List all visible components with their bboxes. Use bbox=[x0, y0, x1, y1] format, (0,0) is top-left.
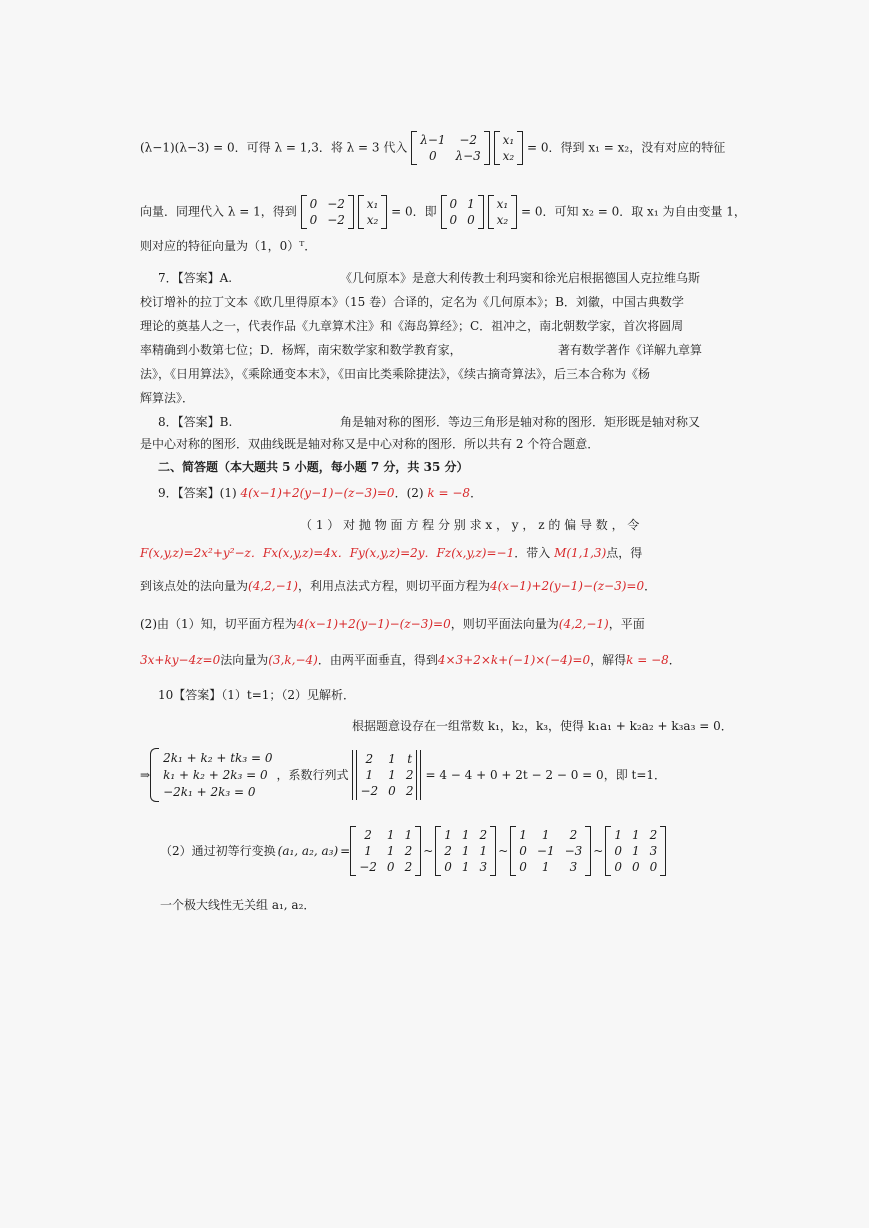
q9-answer: 9．【答案】(1) 4(x−1)+2(y−1)−(z−3)=0．(2) k = −8． bbox=[158, 486, 483, 500]
q7-line-3: 理论的奠基人之一，代表作品《九章算术注》和《海岛算经》；C．祖冲之，南北朝数学家，首次将圆周 bbox=[140, 319, 684, 333]
q8-answer-label: 8．【答案】B. bbox=[158, 415, 233, 429]
q8-line-1: 8．【答案】B. 角是轴对称的图形．等边三角形是轴对称的图形．矩形既是轴对称又 bbox=[158, 415, 701, 429]
matrix-a: 0 −2 0 −2 bbox=[301, 195, 354, 229]
section-heading: 二、简答题（本大题共 5 小题，每小题 7 分，共 35 分） bbox=[158, 460, 469, 474]
eigen-text: = 0．得到 x₁ = x₂，没有对应的特征 bbox=[527, 140, 726, 155]
q7-line-2: 校订增补的拉丁文本《欧几里得原本》（15 卷）合译的，定名为《几何原本》；B．刘徽，中国古典数学 bbox=[140, 295, 684, 309]
q7-line-4: 率精确到小数第七位；D．杨辉，南宋数学家和数学教育家， 著有数学著作《详解九章算 bbox=[140, 343, 703, 357]
vector-x: x₁ x₂ bbox=[488, 195, 518, 229]
eigen-line-2 bbox=[140, 195, 746, 229]
equation-system: 2k₁ + k₂ + tk₃ = 0 k₁ + k₂ + 2k₃ = 0 −2k₁ + 2k₃ = 0 bbox=[150, 748, 272, 802]
eigen-line-1 bbox=[140, 131, 725, 165]
matrix-B: 1 1 2 2 1 1 0 1 3 bbox=[435, 826, 496, 876]
q7-line-6: 辉算法》． bbox=[140, 391, 195, 405]
q7-answer-label: 7．【答案】A. bbox=[158, 271, 233, 285]
eigen-text: 向量．同理代入 λ = 1，得到 bbox=[140, 204, 297, 219]
eigen-text: = 0．即 bbox=[391, 204, 437, 219]
eigen-text: = 0．可知 x₂ = 0．取 x₁ 为自由变量 1， bbox=[521, 204, 746, 219]
q10-line-1: 根据题意设存在一组常数 k₁，k₂，k₃，使得 k₁a₁ + k₂a₂ + k₃a₃ = 0． bbox=[352, 719, 733, 733]
eigen-text: (λ−1)(λ−3) = 0．可得 λ = 1,3．将 λ = 3 代入 bbox=[140, 140, 408, 155]
q10-system: ⇒ 2k₁ + k₂ + tk₃ = 0 k₁ + k₂ + 2k₃ = 0 −2k₁ + 2k₃ = 0 ，系数行列式 2 1 t 1 1 2 −2 0 2 = 4 − 4 + 0 + 2t − 2 − 0 = 0，即 t=1． bbox=[140, 745, 666, 805]
q9-line-1: （ 1 ） 对 抛 物 面 方 程 分 别 求 x ， y ， z 的 偏 导 数 ， 令 bbox=[300, 518, 640, 532]
matrix-C: 1 1 2 0 −1 −3 0 1 3 bbox=[510, 826, 591, 876]
q10-answer: 10【答案】（1）t=1；（2）见解析． bbox=[158, 688, 356, 702]
q9-line-5: 3x+ky−4z=0法向量为(3,k,−4)．由两平面垂直，得到4×3+2×k+(−1)×(−4)=0，解得k = −8． bbox=[140, 653, 681, 667]
q9-line-3: 到该点处的法向量为(4,2,−1)，利用点法式方程，则切平面方程为4(x−1)+2(y−1)−(z−3)=0． bbox=[140, 579, 657, 593]
q10-conclusion: 一个极大线性无关组 a₁, a₂． bbox=[160, 898, 316, 912]
matrix-A: 2 1 1 1 1 2 −2 0 2 bbox=[350, 826, 421, 876]
coefficient-determinant: 2 1 t 1 1 2 −2 0 2 bbox=[352, 750, 421, 800]
matrix-b: 0 1 0 0 bbox=[441, 195, 484, 229]
vector-x: x₁ x₂ bbox=[494, 131, 524, 165]
q10-row-reduction: （2）通过初等行变换 (a₁, a₂, a₃) = 2 1 1 1 1 2 −2 0 2 ~ 1 1 2 2 1 1 0 1 3 ~ 1 1 2 0 −1 −3 0 1 3 ~ 1 1 2 0 1 3 0 0 0 bbox=[160, 823, 666, 879]
q7-line-5: 法》，《日用算法》，《乘除通变本末》，《田亩比类乘除捷法》，《续古摘奇算法》，后三本合称为《杨 bbox=[140, 367, 651, 381]
q7-line-1: 7．【答案】A. 《几何原本》是意大利传教士利玛窦和徐光启根据德国人克拉维乌斯 bbox=[158, 271, 701, 285]
q8-line-2: 是中心对称的图形．双曲线既是轴对称又是中心对称的图形．所以共有 2 个符合题意． bbox=[140, 437, 600, 451]
vector-x: x₁ x₂ bbox=[358, 195, 388, 229]
eigen-line-3: 则对应的特征向量为（1，0）ᵀ． bbox=[140, 239, 317, 253]
matrix-lambda: λ−1 −2 0 λ−3 bbox=[411, 131, 490, 165]
q9-line-2: F(x,y,z)=2x²+y²−z．Fx(x,y,z)=4x．Fy(x,y,z)=2y．Fz(x,y,z)=−1．带入 M(1,1,3)点，得 bbox=[140, 546, 643, 560]
q9-line-4: (2)由（1）知，切平面方程为4(x−1)+2(y−1)−(z−3)=0，则切平面法向量为(4,2,−1)，平面 bbox=[140, 617, 645, 631]
matrix-D: 1 1 2 0 1 3 0 0 0 bbox=[605, 826, 666, 876]
